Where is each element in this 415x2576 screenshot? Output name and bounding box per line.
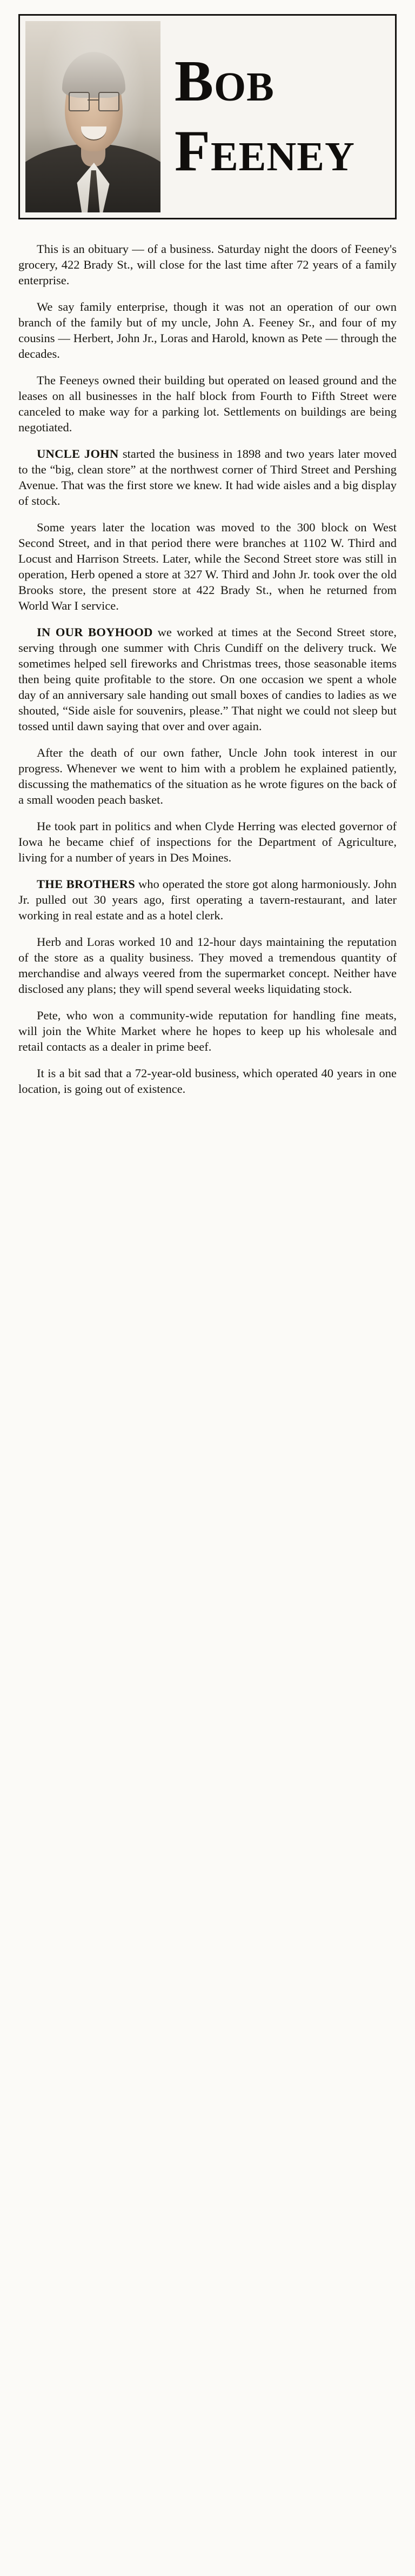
portrait-eyeglass-bridge xyxy=(88,99,98,101)
paragraph-text: we worked at times at the Second Street store, serving through one summer with Chris Cundiff on the delivery truck. We sometimes helped sell fireworks and Christmas trees, those seasonable items then being quite profitable to the store. On one occasion we spent a whole day of an anniversary sale handing out small boxes of candies to ladies as we shouted, “Side aisle for souvenirs, please.” That night we could not sleep but tossed until dawn saying that over and over again. xyxy=(18,625,397,733)
nameplate-last-rest: EENEY xyxy=(210,134,355,179)
paragraph-text: Pete, who won a community-wide reputation for handling fine meats, will join the White Market where he hopes to keep up his wholesale and retail contacts as a dealer in prime beef. xyxy=(18,1009,397,1053)
paragraph-text: The Feeneys owned their building but operated on leased ground and the leases on all businesses in the half block from Fourth to Fifth Street were canceled to make way for a parking lot. Settlements on buildings are being negotiated. xyxy=(18,373,397,434)
paragraph-text: Some years later the location was moved to the 300 block on West Second Street, and in that period there were branches at 1102 W. Third and Locust and Harrison Streets. Later, while the Second Street store was still in operation, Herb opened a store at 327 W. Third and John Jr. took over the old Brooks store, the present store at 422 Brady St., when he returned from World War I service. xyxy=(18,520,397,612)
nameplate-first-rest: OB xyxy=(214,64,275,110)
paragraph-text: We say family enterprise, though it was not an operation of our own branch of the family but of my uncle, John A. Feeney Sr., and four of my cousins — Herbert, John Jr., Loras and Harold, known as Pete — through the decades. xyxy=(18,300,397,361)
column-nameplate xyxy=(160,21,390,212)
paragraph xyxy=(18,1065,397,1097)
paragraph xyxy=(18,934,397,997)
nameplate-first-initial: B xyxy=(175,49,215,114)
paragraph xyxy=(18,624,397,734)
paragraph xyxy=(18,876,397,923)
paragraph-text: He took part in politics and when Clyde Herring was elected governor of Iowa he became chief of inspections for the Department of Agriculture, living for a number of years in Des Moines. xyxy=(18,819,397,864)
portrait-eyeglass-right xyxy=(98,92,119,111)
paragraph-lead: UNCLE JOHN xyxy=(37,447,119,461)
paragraph xyxy=(18,519,397,613)
paragraph xyxy=(18,241,397,288)
paragraph-text: After the death of our own father, Uncle John took interest in our progress. Whenever we went to him with a problem he explained patiently, discussing the mathematics of the situation as he wrote figures on the back of a small wooden peach basket. xyxy=(18,746,397,806)
paragraph-text: This is an obituary — of a business. Saturday night the doors of Feeney's grocery, 422 Brady St., will close for the last time after 72 years of a family enterprise. xyxy=(18,242,397,287)
portrait-photo xyxy=(25,21,160,212)
paragraph xyxy=(18,745,397,807)
paragraph-text: who operated the store got along harmoniously. John Jr. pulled out 30 years ago, first operating a tavern-restaurant, and later working in real estate and as a hotel clerk. xyxy=(18,877,397,922)
nameplate-last-initial: F xyxy=(175,119,211,183)
portrait-eyeglass-left xyxy=(69,92,90,111)
paragraph-lead: IN OUR BOYHOOD xyxy=(37,625,153,639)
paragraph xyxy=(18,372,397,435)
nameplate-last-name xyxy=(175,119,390,183)
paragraph-text: It is a bit sad that a 72-year-old business, which operated 40 years in one location, is going out of existence. xyxy=(18,1066,397,1096)
masthead xyxy=(18,14,397,219)
paragraph xyxy=(18,446,397,509)
paragraph xyxy=(18,299,397,362)
article-body xyxy=(18,241,397,1097)
paragraph-text: Herb and Loras worked 10 and 12-hour days maintaining the reputation of the store as a quality business. They moved a tremendous quantity of merchandise and always veered from the supermarket concept. Neither have disclosed any plans; they will spend several weeks liquidating stock. xyxy=(18,935,397,996)
paragraph-lead: THE BROTHERS xyxy=(37,877,136,891)
paragraph-text: started the business in 1898 and two years later moved to the “big, clean store” at the northwest corner of Third Street and Pershing Avenue. That was the first store we knew. It had wide aisles and a big display of stock. xyxy=(18,447,397,508)
paragraph xyxy=(18,1007,397,1055)
paragraph xyxy=(18,818,397,865)
nameplate-first-name xyxy=(175,49,390,114)
